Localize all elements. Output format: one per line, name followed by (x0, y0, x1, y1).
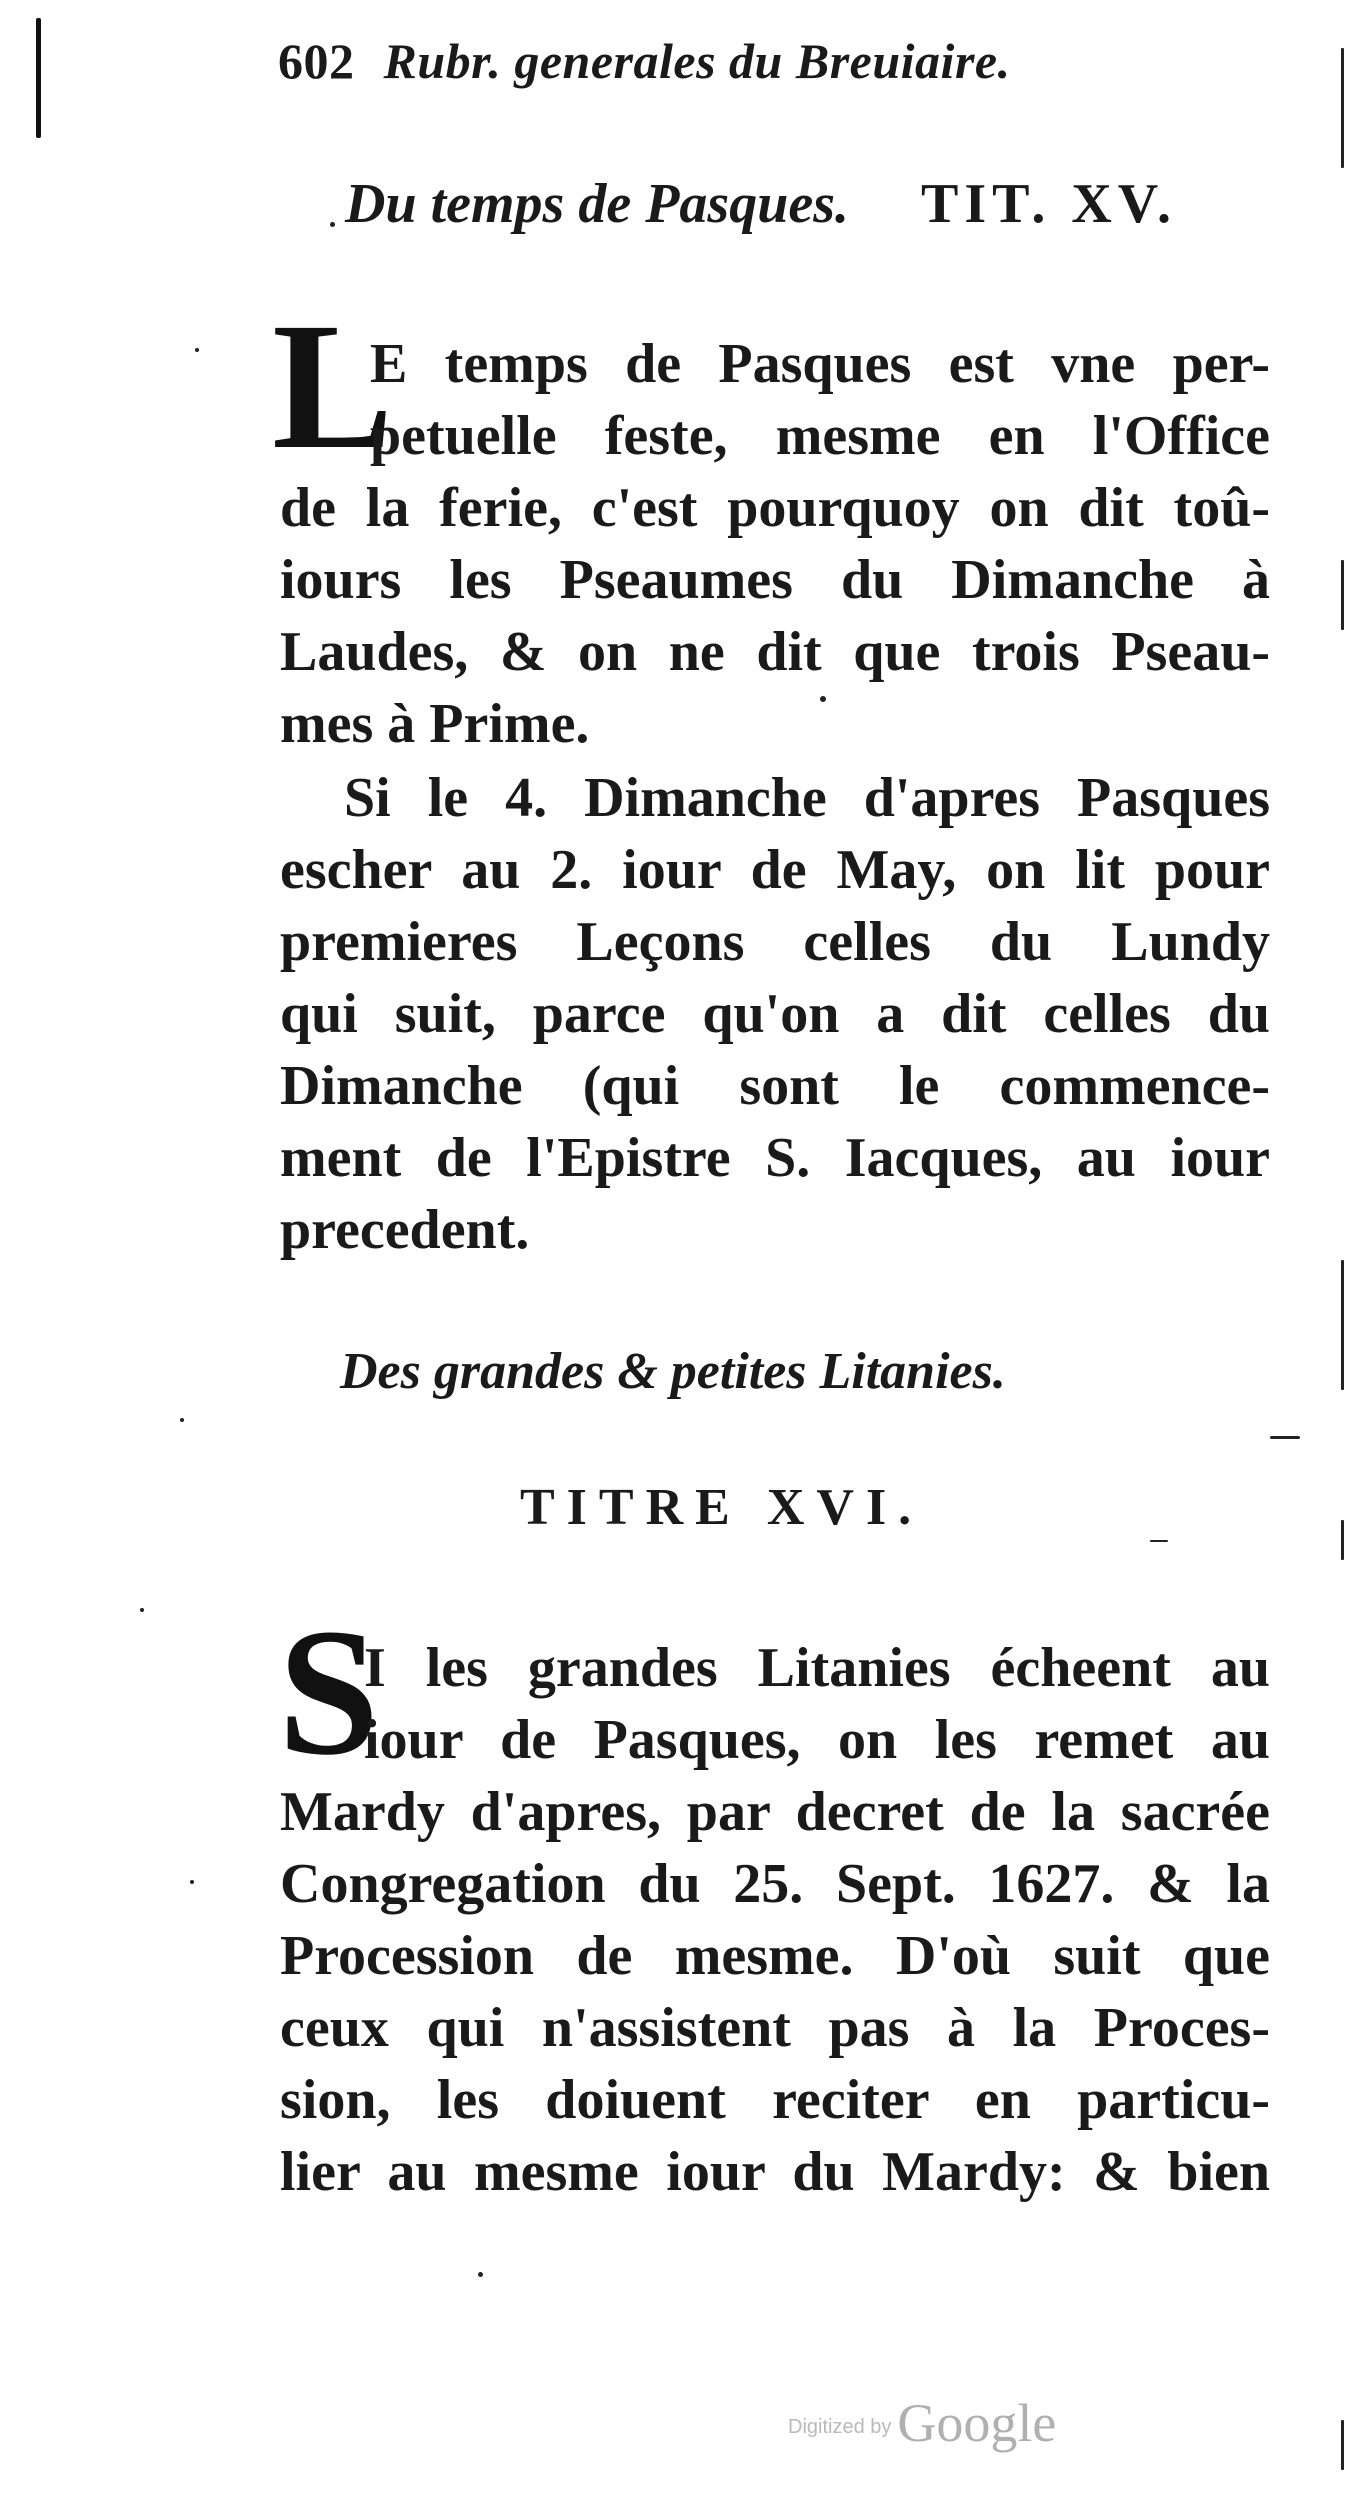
text-line: petuelle feste, mesme en l'Office (370, 405, 1270, 467)
text-line: Si le 4. Dimanche d'apres Pasques (344, 767, 1270, 829)
section-16-paragraph-1 (280, 1632, 1270, 2208)
text-line: Congregation du 25. Sept. 1627. & la (280, 1853, 1270, 1915)
scan-edge-right-2 (1341, 560, 1344, 630)
text-line: iours les Pseaumes du Dimanche à (280, 549, 1270, 611)
digitized-by-google-watermark (788, 2392, 1056, 2454)
section-15-number: TIT. XV. (921, 173, 1178, 235)
section-15-title: Du temps de Pasques. (345, 173, 849, 235)
text-line: mes à Prime. (280, 693, 590, 755)
running-header (278, 32, 1178, 90)
google-wordmark: Google (897, 2393, 1057, 2453)
scan-speck (190, 1880, 194, 1884)
text-line: sion, les doiuent reciter en particu- (280, 2069, 1270, 2131)
section-15-heading (345, 172, 1245, 236)
text-line: I les grandes Litanies écheent au (364, 1637, 1270, 1699)
text-line: Procession de mesme. D'où suit que (280, 1925, 1270, 1987)
scan-edge-right-1 (1341, 48, 1344, 168)
scan-speck (478, 2272, 483, 2277)
text-line: iour de Pasques, on les remet au (364, 1709, 1270, 1771)
digitized-by-label: Digitized by (788, 2416, 892, 2438)
text-line: ceux qui n'assistent pas à la Proces- (280, 1997, 1270, 2059)
running-title: Rubr. generales du Breuiaire. (383, 33, 1011, 89)
scan-edge-right-4 (1341, 1520, 1344, 1560)
section-15-drop-cap: L (272, 286, 394, 487)
section-15-paragraph-2 (280, 762, 1270, 1266)
scan-speck (195, 348, 199, 352)
section-16-drop-cap: S (278, 1592, 380, 1793)
scan-speck (330, 222, 335, 227)
scan-speck (1150, 1540, 1168, 1542)
scan-speck (180, 1418, 184, 1422)
scan-speck (140, 1608, 144, 1612)
text-line: E temps de Pasques est vne per- (370, 333, 1270, 395)
scan-speck (820, 696, 826, 702)
text-line: ment de l'Epistre S. Iacques, au iour (280, 1127, 1270, 1189)
section-15-paragraph-1 (280, 328, 1270, 760)
text-line: lier au mesme iour du Mardy: & bien (280, 2141, 1270, 2203)
section-16-number: TITRE XVI. (520, 1479, 924, 1536)
scan-edge-right-3 (1341, 1260, 1344, 1390)
text-line: qui suit, parce qu'on a dit celles du (280, 983, 1270, 1045)
scan-speck (1270, 1436, 1300, 1439)
text-line: de la ferie, c'est pourquoy on dit toû- (280, 477, 1270, 539)
text-line: precedent. (280, 1199, 530, 1261)
page-number: 602 (278, 33, 355, 89)
text-line: premieres Leçons celles du Lundy (280, 911, 1270, 973)
scan-edge-right-5 (1341, 2420, 1344, 2470)
text-line: Laudes, & on ne dit que trois Pseau- (280, 621, 1270, 683)
text-line: escher au 2. iour de May, on lit pour (280, 839, 1270, 901)
section-16-title: Des grandes & petites Litanies. (340, 1343, 1006, 1400)
scan-edge-left (36, 18, 41, 138)
text-line: Dimanche (qui sont le commence- (280, 1055, 1270, 1117)
text-line: Mardy d'apres, par decret de la sacrée (280, 1781, 1270, 1843)
